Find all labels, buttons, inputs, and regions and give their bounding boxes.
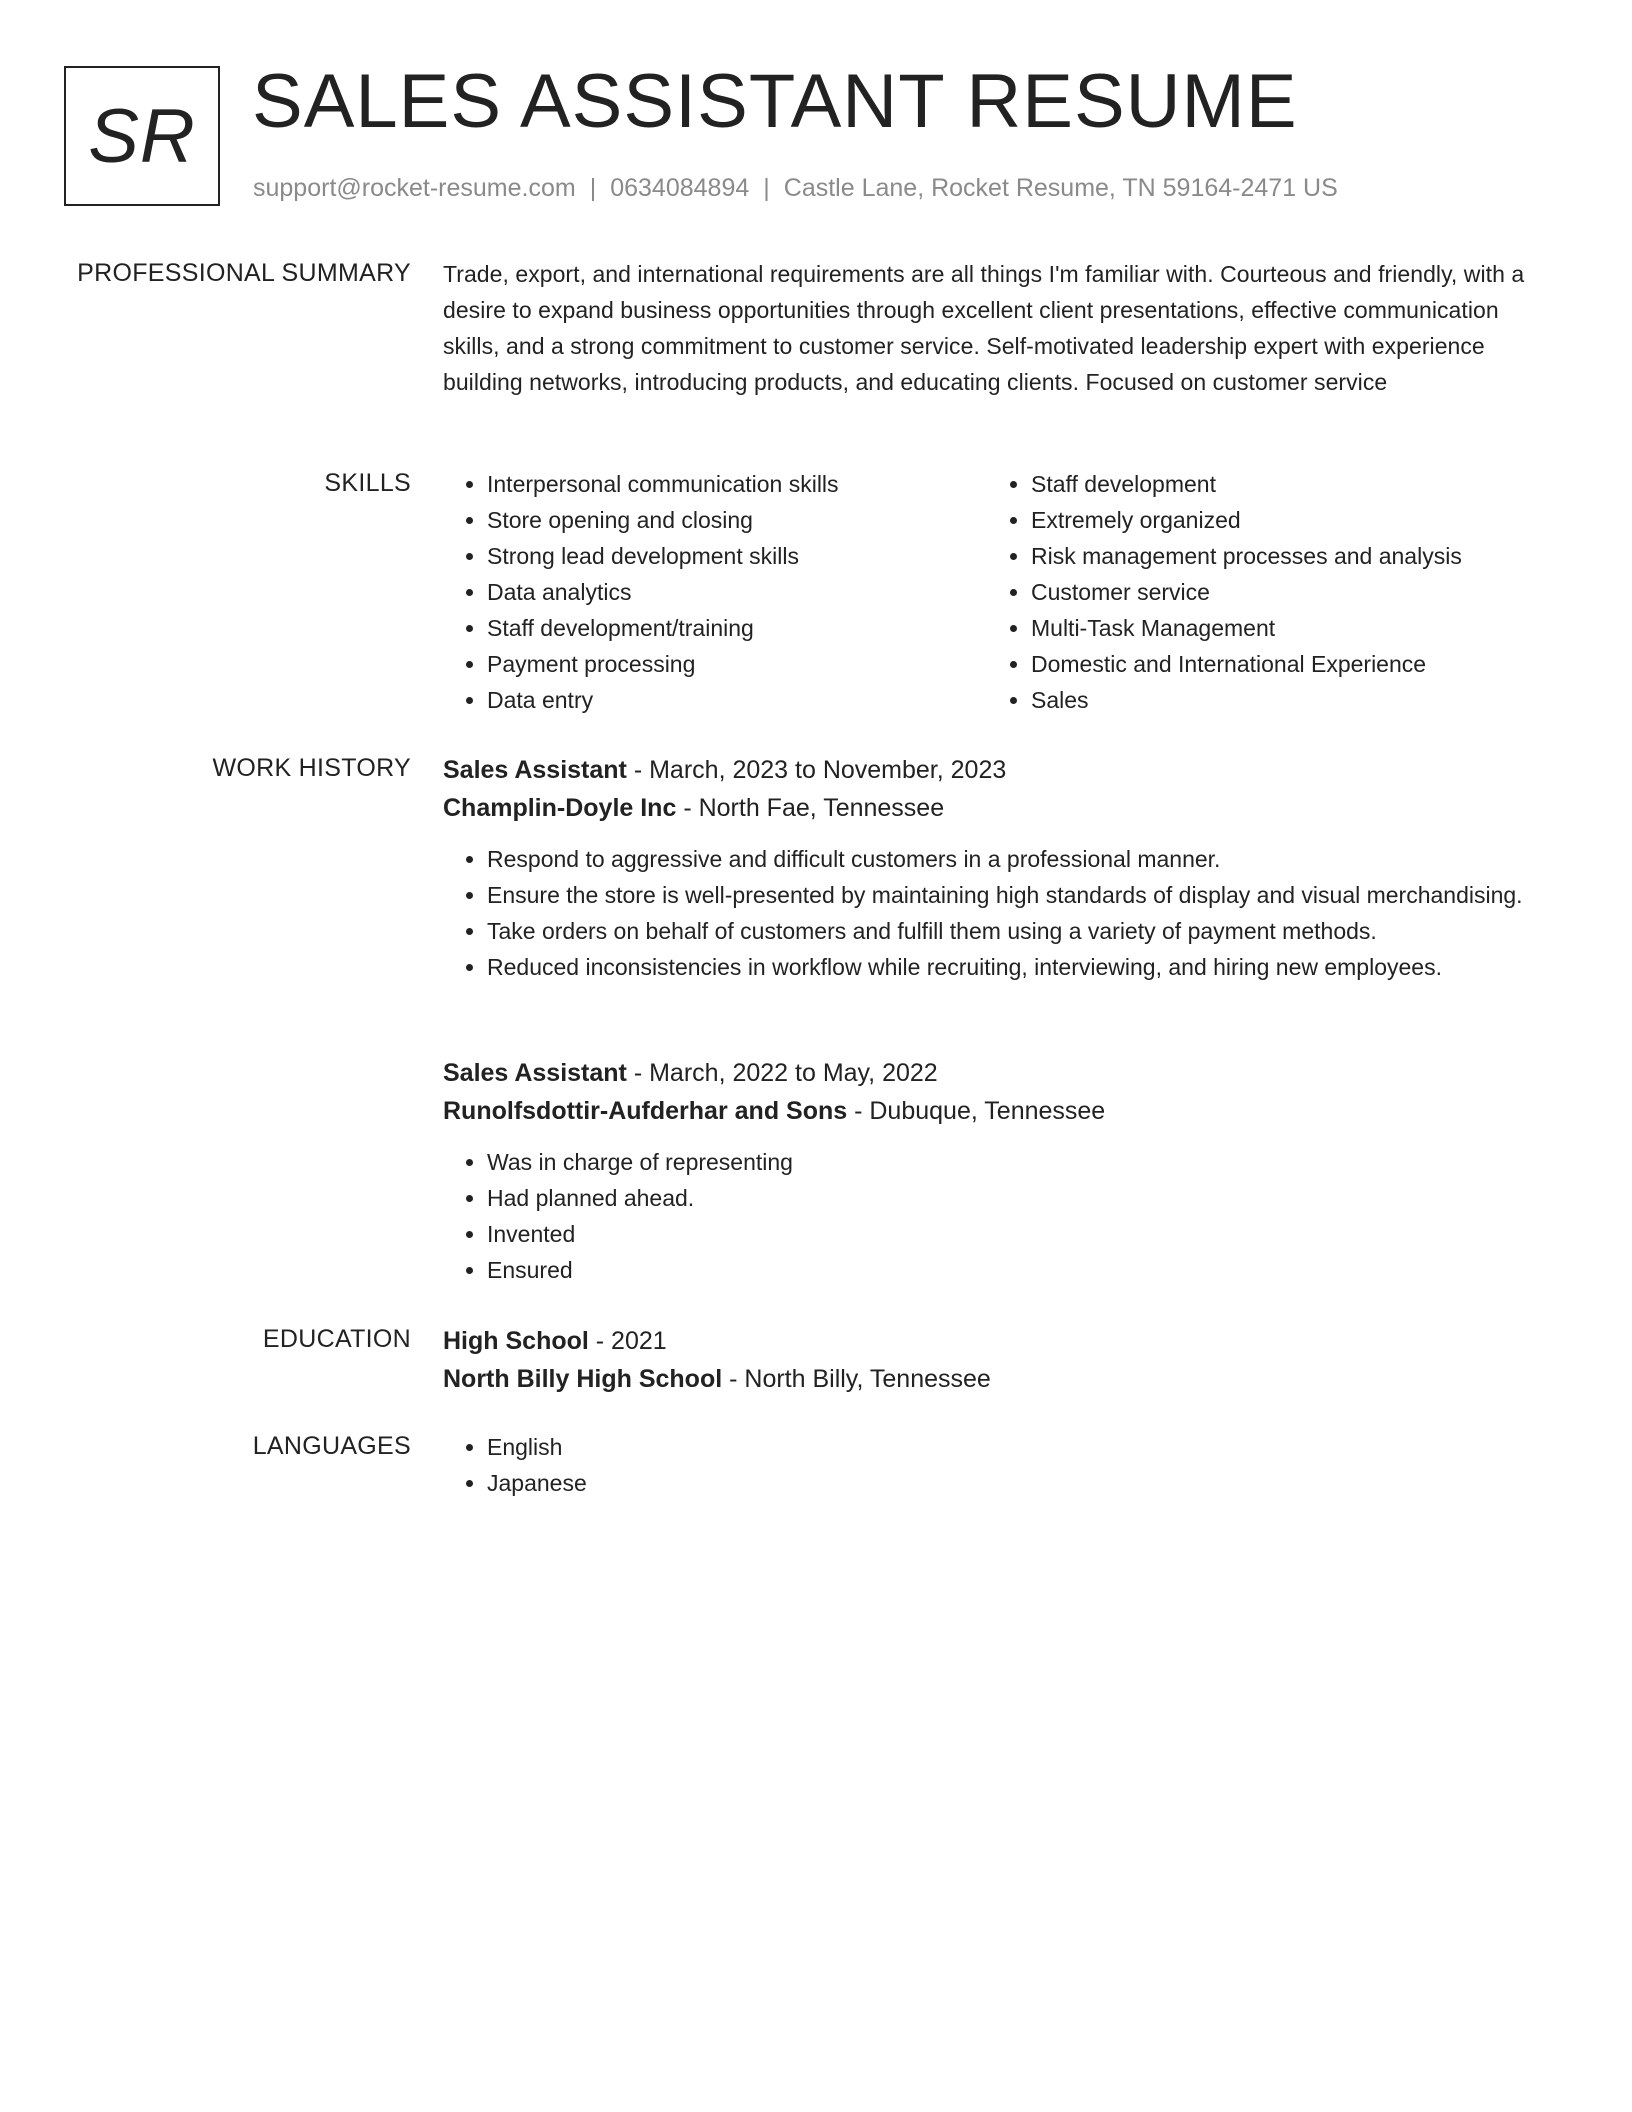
skill-item: • Sales xyxy=(1031,682,1571,718)
language-item: • Japanese xyxy=(487,1465,1533,1501)
skill-item: • Store opening and closing xyxy=(487,502,1027,538)
job-bullet: • Take orders on behalf of customers and fulfill them using a variety of payment methods. xyxy=(487,913,1533,949)
summary-text: Trade, export, and international requirements are all things I'm familiar with. Courteous and friendly, with a desire to expand business opportunities through excellent client presentations, effective communication skills, and a strong commitment to customer service. Self-motivated leadership expert with experience building networks, introducing products, and educating clients. Focused on customer service xyxy=(443,261,1525,395)
section-content xyxy=(443,256,1533,400)
contact-line xyxy=(253,172,1338,204)
job-title: Sales Assistant xyxy=(443,1059,627,1087)
skills-list-right xyxy=(987,466,1571,718)
contact-phone: 0634084894 xyxy=(610,174,750,202)
job-bullet: • Ensured xyxy=(487,1252,1533,1288)
education-degree-line xyxy=(443,1322,1533,1360)
section-content xyxy=(443,1429,1533,1501)
section-content xyxy=(443,1322,1533,1398)
job-entry xyxy=(443,1054,1533,1288)
skill-item: • Data entry xyxy=(487,682,1027,718)
contact-separator: | xyxy=(763,174,770,202)
job-bullets xyxy=(443,1144,1533,1288)
job-entry xyxy=(443,751,1533,985)
section-label: SKILLS xyxy=(324,469,411,497)
skills-list-left xyxy=(443,466,1027,718)
resume-title: SALES ASSISTANT RESUME xyxy=(252,59,1298,144)
skill-item: • Customer service xyxy=(1031,574,1571,610)
job-dates: - March, 2023 to November, 2023 xyxy=(626,756,1007,784)
skill-item: • Multi-Task Management xyxy=(1031,610,1571,646)
contact-email: support@rocket-resume.com xyxy=(253,174,576,202)
section-label: LANGUAGES xyxy=(252,1432,411,1460)
skill-item: • Data analytics xyxy=(487,574,1027,610)
job-bullets xyxy=(443,841,1533,985)
job-bullet: • Ensure the store is well-presented by maintaining high standards of display and visual merchandising. xyxy=(487,877,1533,913)
skill-item: • Staff development/training xyxy=(487,610,1027,646)
job-location: - Dubuque, Tennessee xyxy=(847,1097,1106,1125)
job-title-line xyxy=(443,1054,1533,1092)
skill-item: • Interpersonal communication skills xyxy=(487,466,1027,502)
skill-item: • Domestic and International Experience xyxy=(1031,646,1571,682)
section-label: PROFESSIONAL SUMMARY xyxy=(77,259,411,287)
job-location: - North Fae, Tennessee xyxy=(676,794,945,822)
education-year: - 2021 xyxy=(588,1327,667,1355)
job-bullet: • Had planned ahead. xyxy=(487,1180,1533,1216)
job-company-line xyxy=(443,1092,1533,1130)
job-company: Runolfsdottir-Aufderhar and Sons xyxy=(443,1097,848,1125)
languages-list xyxy=(443,1429,1533,1501)
contact-separator: | xyxy=(589,174,597,202)
skill-item: • Payment processing xyxy=(487,646,1027,682)
job-bullet: • Invented xyxy=(487,1216,1533,1252)
section-label: EDUCATION xyxy=(262,1325,411,1353)
education-school: North Billy High School xyxy=(443,1365,723,1393)
job-bullet: • Was in charge of representing xyxy=(487,1144,1533,1180)
job-dates: - March, 2022 to May, 2022 xyxy=(626,1059,938,1087)
education-location: - North Billy, Tennessee xyxy=(722,1365,991,1393)
job-company-line xyxy=(443,789,1533,827)
language-item: • English xyxy=(487,1429,1533,1465)
education-degree: High School xyxy=(443,1327,589,1355)
contact-address: Castle Lane, Rocket Resume, TN 59164-2471 US xyxy=(783,174,1338,202)
section-label: WORK HISTORY xyxy=(212,754,411,782)
job-title: Sales Assistant xyxy=(443,756,627,784)
skill-item: • Strong lead development skills xyxy=(487,538,1027,574)
job-company: Champlin-Doyle Inc xyxy=(443,794,677,822)
job-bullet: • Respond to aggressive and difficult customers in a professional manner. xyxy=(487,841,1533,877)
monogram-logo: SR xyxy=(64,66,220,206)
job-title-line xyxy=(443,751,1533,789)
education-school-line xyxy=(443,1360,1533,1398)
skill-item: • Risk management processes and analysis xyxy=(1031,538,1571,574)
skill-item: • Extremely organized xyxy=(1031,502,1571,538)
skill-item: • Staff development xyxy=(1031,466,1571,502)
job-bullet: • Reduced inconsistencies in workflow while recruiting, interviewing, and hiring new employees. xyxy=(487,949,1533,985)
